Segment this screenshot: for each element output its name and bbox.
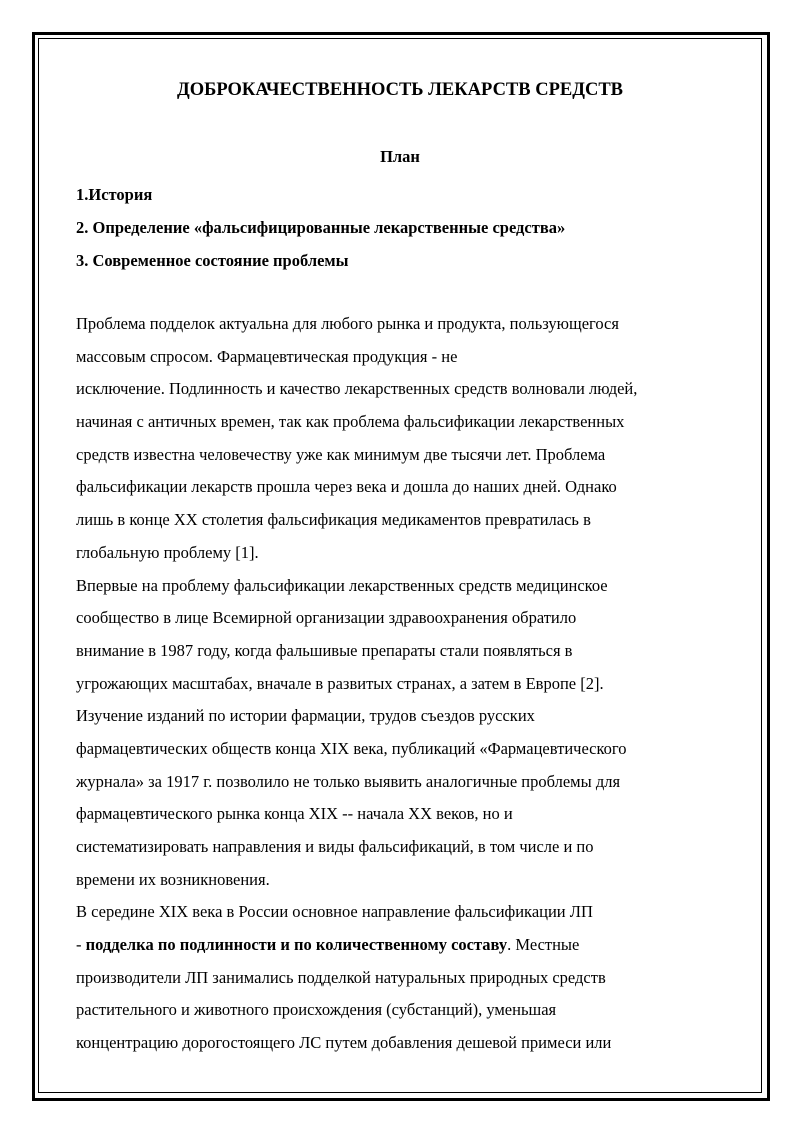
text-line: исключение. Подлинность и качество лекарственных средств волновали людей, (76, 379, 638, 399)
text-line-mixed (76, 929, 736, 962)
text-line: журнала» за 1917 г. позволило не только выявить аналогичные проблемы для (76, 771, 621, 791)
text-line: Проблема подделок актуальна для любого рынка и продукта, пользующегося (76, 314, 619, 333)
text-line: фальсификации лекарств прошла через века и дошла до наших дней. Однако (76, 477, 617, 497)
text-line: Впервые на проблему фальсификации лекарственных средств медицинское (76, 575, 608, 595)
mixed-prefix: - (76, 935, 86, 955)
plan-item-history: 1.История (76, 185, 153, 204)
document-title: ДОБРОКАЧЕСТВЕННОСТЬ ЛЕКАРСТВ СРЕДСТВ (177, 80, 623, 100)
text-line: систематизировать направления и виды фальсификаций, в том числе и по (76, 837, 594, 856)
text-line: средств известна человечеству уже как минимум две тысячи лет. Проблема (76, 444, 606, 464)
plan-list (76, 178, 565, 277)
text-line: глобальную проблему [1]. (76, 542, 259, 562)
text-line: концентрацию дорогостоящего ЛС путем добавления дешевой примеси или (76, 1033, 612, 1053)
text-line: времени их возникновения. (76, 869, 270, 889)
bold-phrase: подделка по подлинности и по количественному составу (85, 935, 508, 955)
text-line: внимание в 1987 году, когда фальшивые препараты стали появляться в (76, 640, 573, 660)
plan-heading: План (380, 147, 420, 166)
text-line: массовым спросом. Фармацевтическая продукция - не (76, 346, 458, 366)
text-line: начиная с античных времен, так как проблема фальсификации лекарственных (76, 412, 625, 432)
plan-item-definition: 2. Определение «фальсифицированные лекарственные средства» (76, 218, 566, 237)
text-line: производители ЛП занимались подделкой натуральных природных средств (76, 967, 606, 987)
text-line: Изучение изданий по истории фармации, трудов съездов русских (76, 706, 535, 726)
body-text (76, 308, 736, 1060)
plan-item-current-state: 3. Современное состояние проблемы (76, 251, 349, 270)
text-line: угрожающих масштабах, вначале в развитых странах, а затем в Европе [2]. (76, 673, 604, 693)
text-line: растительного и животного происхождения (субстанций), уменьшая (76, 1000, 557, 1020)
text-line: фармацевтических обществ конца XIX века, публикаций «Фармацевтического (76, 738, 627, 758)
text-line: В середине XIX века в России основное направление фальсификации ЛП (76, 902, 593, 922)
text-line: фармацевтического рынка конца XIX -- начала XX веков, но и (76, 804, 513, 824)
mixed-suffix: . Местные (507, 935, 580, 955)
text-line: лишь в конце XX столетия фальсификация медикаментов превратилась в (76, 510, 591, 530)
text-line: сообщество в лице Всемирной организации здравоохранения обратило (76, 608, 577, 628)
